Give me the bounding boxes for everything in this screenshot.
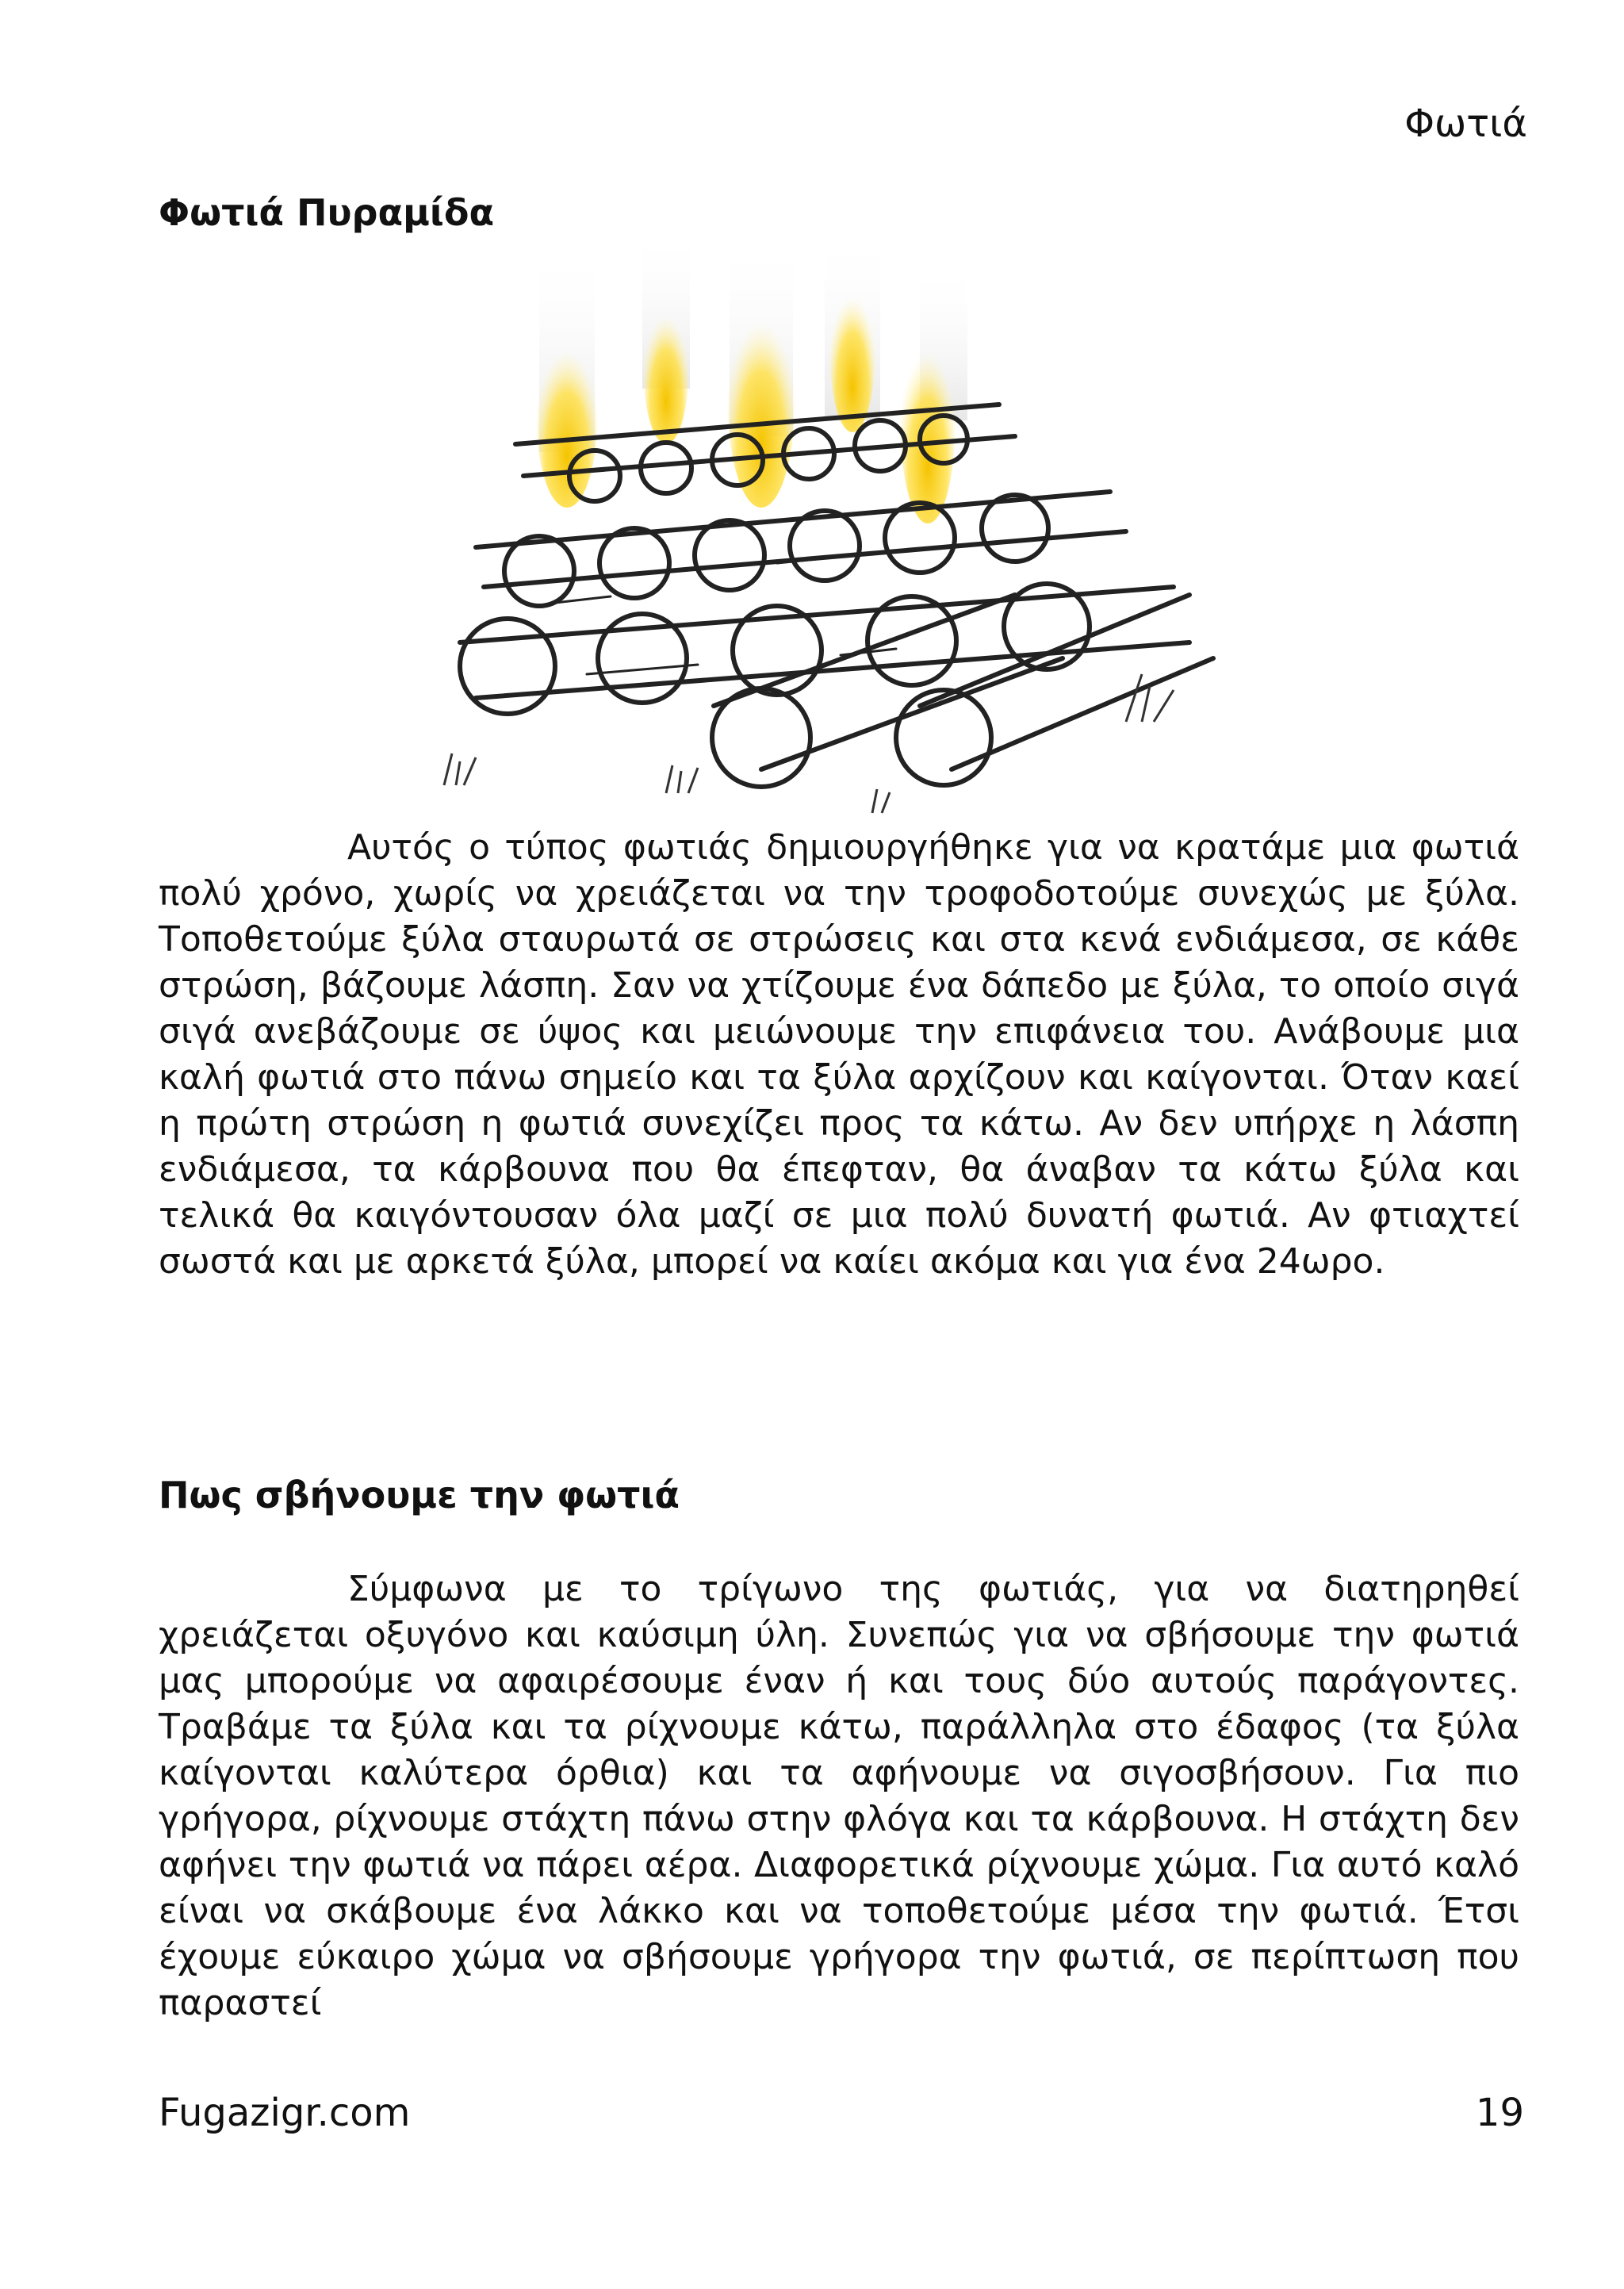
footer-site: Fugazigr.com (159, 2091, 411, 2135)
log-pile (460, 405, 1213, 787)
pyramid-fire-illustration (428, 230, 1237, 817)
flames (537, 282, 955, 523)
running-head: Φωτιά (1404, 102, 1527, 146)
section-heading-extinguish-fire: Πως σβήνουμε την φωτιά (159, 1474, 680, 1516)
paragraph-pyramid-fire: Αυτός ο τύπος φωτιάς δημιουργήθηκε για να κρατάμε μια φωτιά πολύ χρόνο, χωρίς να χρειάζεται να την τροφοδοτούμε συνεχώς με ξύλα. Τοποθετούμε ξύλα σταυρωτά σε στρώσεις και στα κενά ενδιάμεσα, σε κάθε στρώση, βάζουμε λάσπη. Σαν να χτίζουμε ένα δάπεδο με ξύλα, το οποίο σιγά σιγά ανεβάζουμε σε ύψος και μειώνουμε την επιφάνεια του. Ανάβουμε μια καλή φωτιά στο πάνω σημείο και τα ξύλα αρχίζουν και καίγονται. Όταν καεί η πρώτη στρώση η φωτιά συνεχίζει προς τα κάτω. Αν δεν υπήρχε η λάσπη ενδιάμεσα, τα κάρβουνα που θα έπεφταν, θα άναβαν τα κάτω ξύλα και τελικά θα καιγόντουσαν όλα μαζί σε μια πολύ δυνατή φωτιά. Αν φτιαχτεί σωστά και με αρκετά ξύλα, μπορεί να καίει ακόμα και για ένα 24ωρο. (159, 827, 1519, 1282)
page-number: 19 (1475, 2091, 1524, 2135)
section-heading-pyramid-fire: Φωτιά Πυραμίδα (159, 191, 495, 234)
paragraph-extinguish-fire: Σύμφωνα με το τρίγωνο της φωτιάς, για να διατηρηθεί χρειάζεται οξυγόνο και καύσιμη ύλη. Συνεπώς για να σβήσουμε την φωτιά μας μπορούμε να αφαιρέσουμε έναν ή και τους δύο αυτούς παράγοντες. Τραβάμε τα ξύλα και τα ρίχνουμε κάτω, παράλληλα στο έδαφος (τα ξύλα καίγονται καλύτερα όρθια) και τα αφήνουμε να σιγοσβήσουν. Για πιο γρήγορα, ρίχνουμε στάχτη πάνω στην φλόγα και τα κάρβουνα. Η στάχτη δεν αφήνει την φωτιά να πάρει αέρα. Διαφορετικά ρίχνουμε χώμα. Για αυτό καλό είναι να σκάβουμε ένα λάκκο και να τοποθετούμε μέσα την φωτιά. Έτσι έχουμε εύκαιρο χώμα να σβήσουμε γρήγορα την φωτιά, σε περίπτωση που παραστεί (159, 1569, 1519, 2023)
